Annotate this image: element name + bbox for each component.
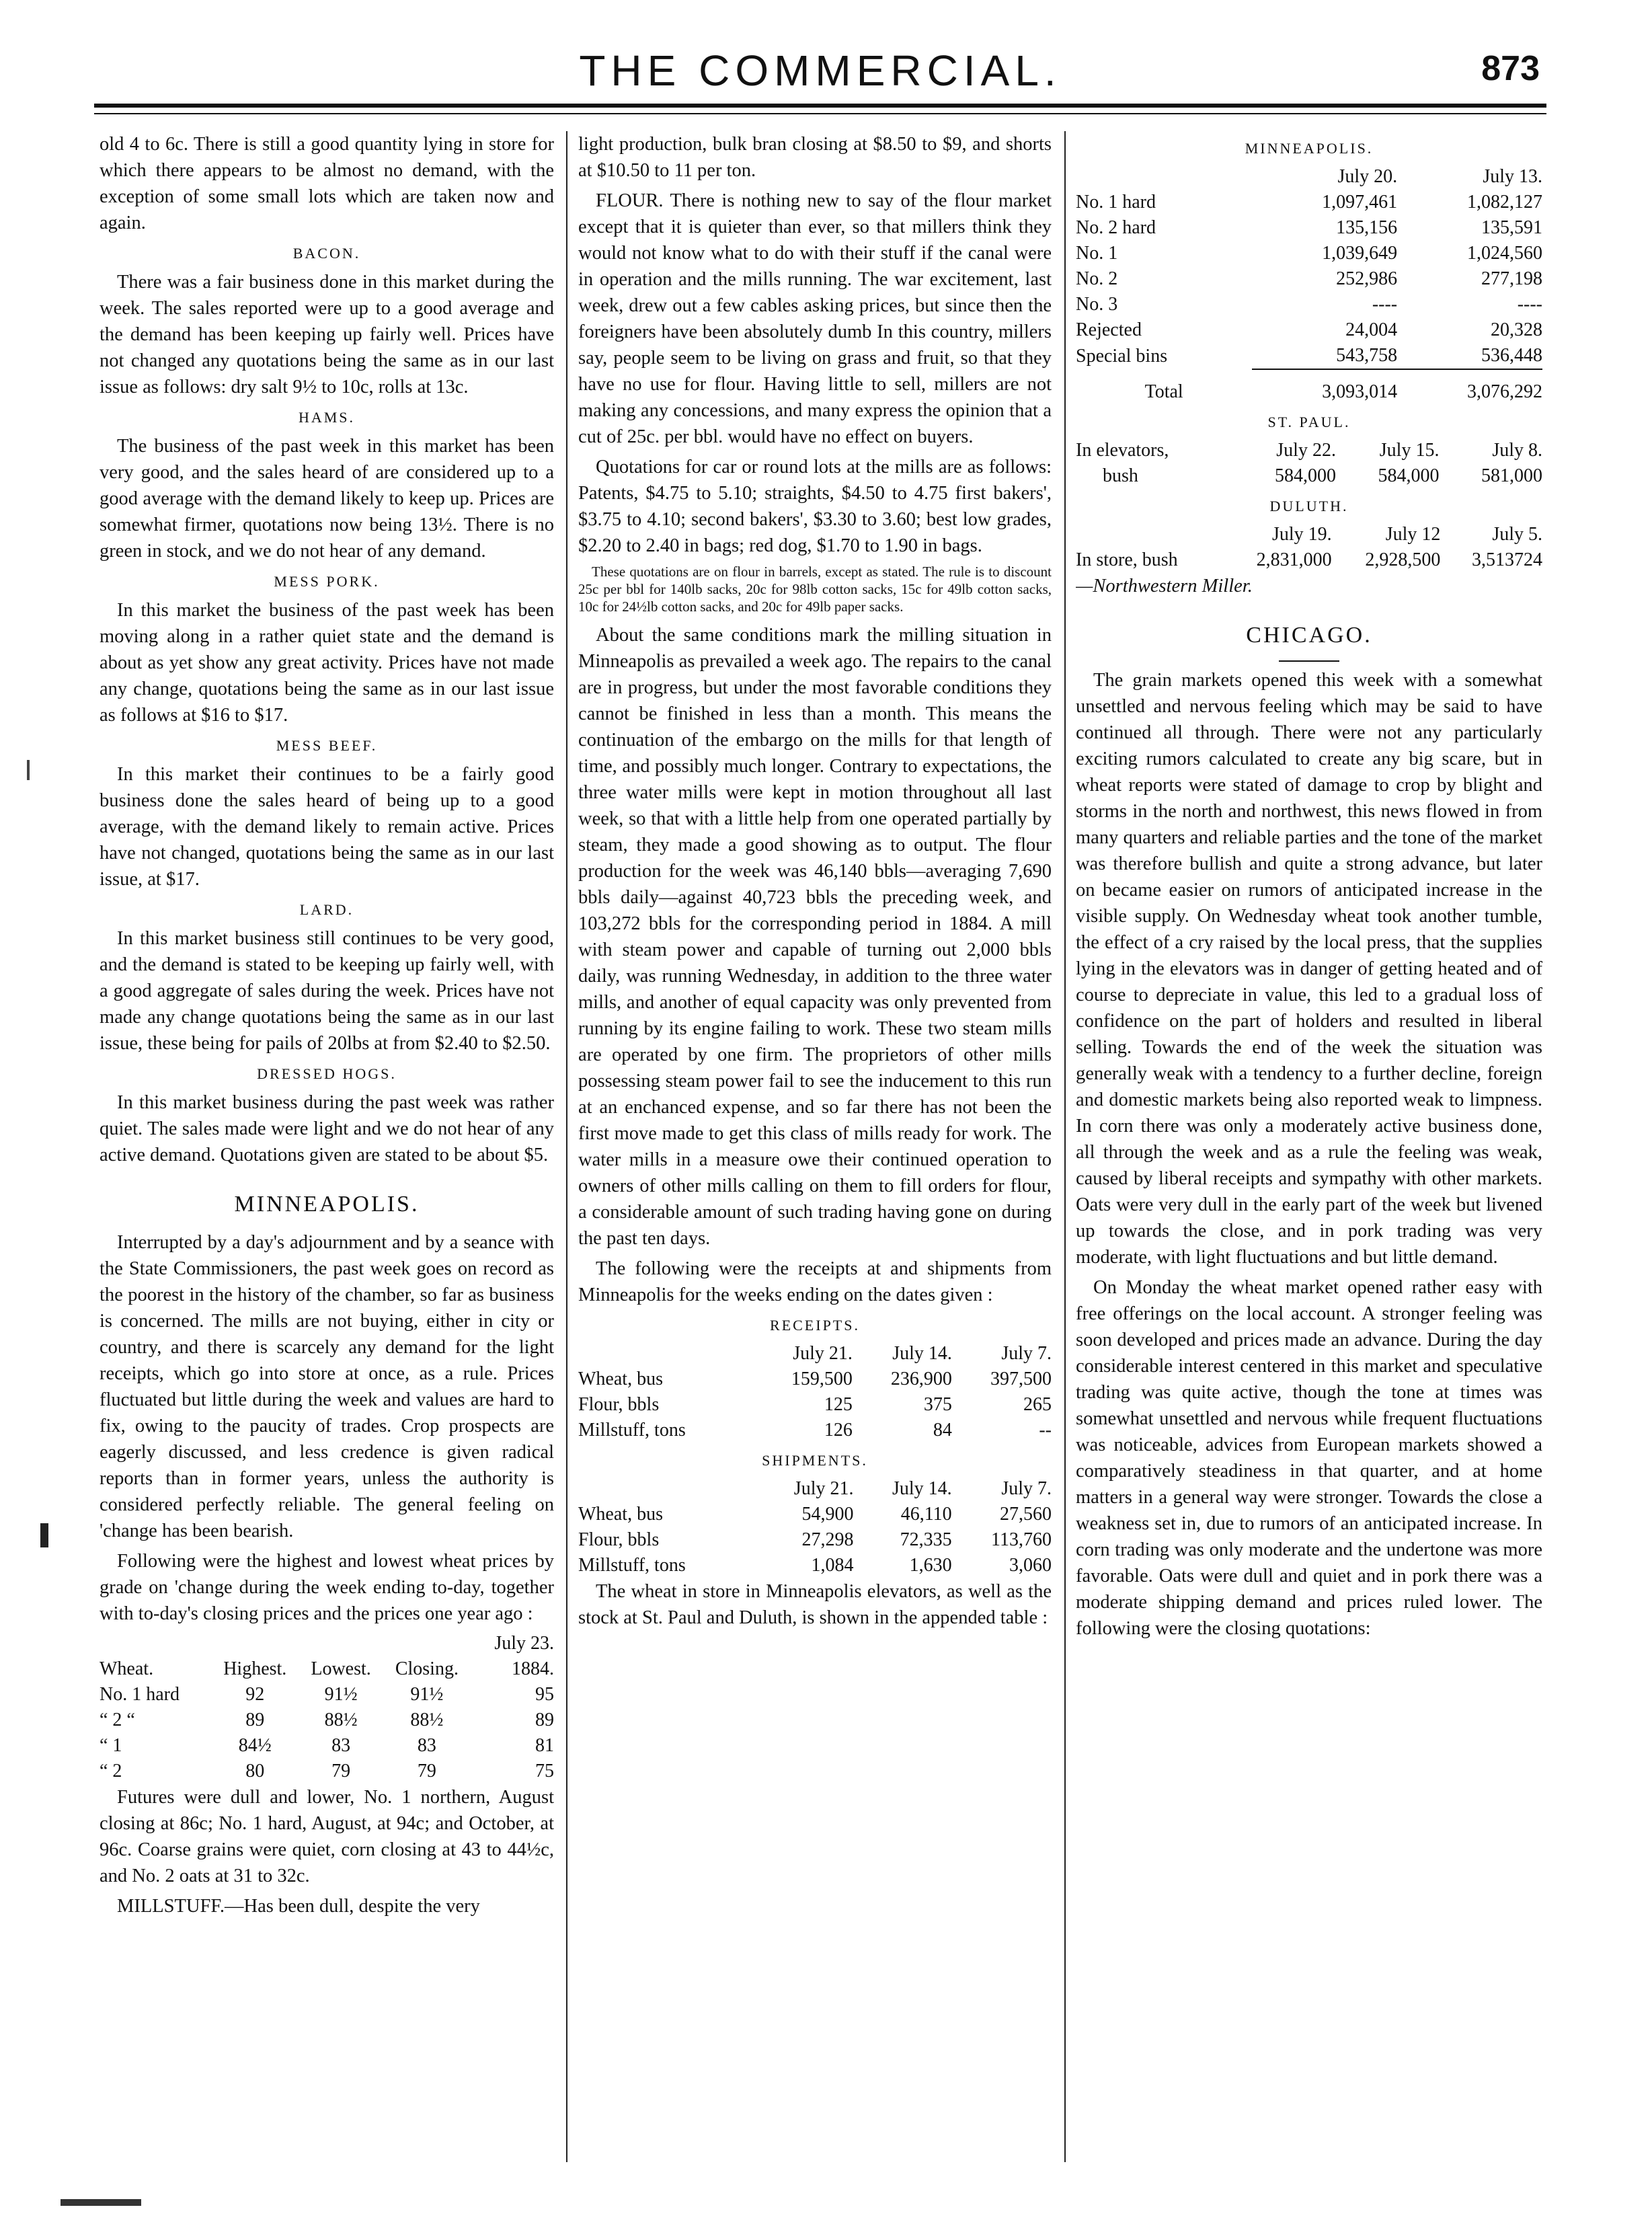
- wheat-prices-table: [100, 1631, 554, 1784]
- column-divider: [566, 131, 567, 2162]
- duluth-table: [1076, 522, 1542, 573]
- subheading-lard: LARD.: [299, 901, 354, 918]
- paragraph: There was a fair business done in this market during the week. The sales reported were up to a good average and the demand has been keeping up fairly well. Prices have not changed any quotations being the same as in our last issue as follows: dry salt 9½ to 10c, rolls at 13c.: [100, 272, 554, 397]
- table-row: bush 584,000 584,000 581,000: [1103, 465, 1542, 486]
- header-rule-thick: [94, 104, 1546, 108]
- table-row: Millstuff, tons 1,084 1,630 3,060: [578, 1555, 1052, 1576]
- margin-mark: [27, 760, 30, 780]
- column-3: [1076, 131, 1542, 2189]
- table-row: Special bins 543,758 536,448: [1076, 343, 1542, 369]
- shipments-heading: SHIPMENTS.: [762, 1452, 868, 1469]
- paragraph: The grain markets opened this week with a somewhat unsettled and nervous feeling which may be said to have continued all through. There were not any particularly exciting rumors calculated to create any big scare, but in wheat reports were stated of damage to crop by blight and storms in the north and northwest, this news flowed in from many quarters and reliable parties and the tone of the market was therefore bullish and quite a strong advance, but later on became easier on rumors of anticipated increase in the visible supply. On Wednesday wheat took another tumble, the effect of a cry raised by the local press, that the supplies lying in the elevators was in danger of getting heated and of course to depreciate in value, this led to a gradual loss of confidence on the part of holders and resulted in liberal selling. Towards the end of the week the situation was generally weak with a tendency to a further decline, foreign and domestic markets being also reported weak to limpness. In corn there was only a moderately active business done, all through the week and as a rule the feeling was weak, caused by liberal receipts and sympathy with other markets. Oats were very dull in the early part of the week but livened up towards the close, and in pork trading was very moderate, with light fluctuations and but little demand.: [1076, 670, 1542, 1268]
- table-row: Wheat, bus 159,500 236,900 397,500: [578, 1369, 1052, 1389]
- table-row: Flour, bbls 27,298 72,335 113,760: [578, 1529, 1052, 1550]
- column-1: [100, 131, 554, 2189]
- table-row: No. 1 1,039,649 1,024,560: [1076, 243, 1542, 264]
- table-header-row: July 21. July 14. July 7.: [793, 1343, 1052, 1364]
- paragraph: Following were the highest and lowest wheat prices by grade on 'change during the week ending to-day, together with to-day's closing prices and the prices one year ago :: [100, 1551, 554, 1624]
- subheading-hams: HAMS.: [298, 409, 356, 426]
- minneapolis-stock-table: [1076, 164, 1542, 405]
- table-header-row: July 19. July 12 July 5.: [1271, 524, 1542, 545]
- margin-mark: [61, 2199, 141, 2206]
- table-header-row: In elevators, July 22. July 15. July 8.: [1076, 440, 1542, 461]
- table-date-header: July 23.: [494, 1633, 554, 1654]
- section-heading-minneapolis: MINNEAPOLIS.: [234, 1192, 420, 1217]
- table-header-row: July 20. July 13.: [1337, 166, 1542, 187]
- margin-mark: [40, 1523, 48, 1547]
- paragraph: In this market business still continues to be very good, and the demand is stated to be keeping up fairly well, with a good aggregate of sales during the week. Prices have not made any change quotations being the same as in our last issue, these being for pails of 20lbs at from $2.40 to $2.50.: [100, 928, 554, 1054]
- table-row: “ 2 “ 89 88½ 88½ 89: [100, 1710, 554, 1730]
- st-paul-heading: ST. PAUL.: [1267, 414, 1351, 430]
- table-row: Millstuff, tons 126 84 --: [578, 1420, 1052, 1441]
- column-2: [578, 131, 1052, 2189]
- table-row: “ 2 80 79 79 75: [100, 1761, 554, 1781]
- table-row: No. 3 ---- ----: [1076, 294, 1542, 315]
- table-row: No. 2 252,986 277,198: [1076, 268, 1542, 289]
- paragraph: In this market the business of the past week has been moving along in a rather quiet state and the demand is about as yet show any great activity. Prices have not made any change, quotations being the same as in our last issue as follows at $16 to $17.: [100, 600, 554, 726]
- paragraph: Futures were dull and lower, No. 1 northern, August closing at 86c; No. 1 hard, August, at 94c; and October, at 96c. Coarse grains were quiet, corn closing at 43 to 44½c, and No. 2 oats at 31 to 32c.: [100, 1787, 554, 1886]
- paragraph: Quotations for car or round lots at the mills are as follows: Patents, $4.75 to 5.10; straights, $4.50 to 4.75 first bakers', $3.75 to 4.10; second bakers', $3.30 to 3.60; best low grades, $2.20 to 2.40 in bags; red dog, $1.70 to 1.90 in bags.: [578, 457, 1052, 556]
- table-row: Wheat, bus 54,900 46,110 27,560: [578, 1504, 1052, 1525]
- section-heading-chicago: CHICAGO.: [1246, 623, 1372, 648]
- paragraph: The business of the past week in this market has been very good, and the sales heard of are considered up to a good average with the demand likely to keep up. Prices are somewhat firmer, quotations now being 13½. There is no green in stock, and we do not hear of any demand.: [100, 436, 554, 562]
- duluth-heading: DULUTH.: [1269, 498, 1349, 514]
- source-credit: —Northwestern Miller.: [1076, 576, 1253, 597]
- receipts-table: [578, 1341, 1052, 1443]
- paragraph: On Monday the wheat market opened rather easy with free offerings on the local account. A stronger feeling was soon developed and prices made an advance. During the day considerable interest centered in this market and speculative trading was quite active, though the tone at times was somewhat unsettled and nervous while frequent fluctuations was noticeable, advices from European markets showed a comparatively steadiness in that quarter, and at home matters in a general way were stronger. Towards the close a weakness set in, due to rumors of an anticipated increase. In corn trading was only moderate and the undertone was more favorable. Oats were dull and quiet and in pork there was a moderate shipping demand and prices ruled lower. The following were the closing quotations:: [1076, 1277, 1542, 1639]
- table-row: No. 1 hard 1,097,461 1,082,127: [1076, 192, 1542, 213]
- table-row: No. 1 hard 92 91½ 91½ 95: [100, 1684, 554, 1705]
- paragraph: About the same conditions mark the milling situation in Minneapolis as prevailed a week ago. The repairs to the canal are in progress, but under the most favorable conditions they cannot be finished in less than a month. This means the continuation of the embargo on the mills for that length of time, and possibly much longer. Contrary to expectations, the three water mills were kept in motion throughout all last week, so that with a little help from one operated partially by steam, they made a good showing as to output. The flour production for the week was 46,140 bbls—averaging 7,690 bbls daily—against 40,723 bbls the preceding week, and 103,272 bbls for the corresponding period in 1884. A mill with steam power and capable of turning out 2,000 bbls daily, was running Wednesday, in addition to the three water mills, and another of equal capacity was only prevented from running by its engine failing to work. These two steam mills are operated by one firm. The proprietors of other mills possessing steam power fail to see the inducement to this run at an enchanced expense, and so far there has not been the first move made to get this class of mills ready for work. The water mills in a measure owe their continued operation to owners of other mills calling on them to fill orders for flour, a considerable amount of such trading having gone on during the past ten days.: [578, 625, 1052, 1249]
- footnote: These quotations are on flour in barrels, except as stated. The rule is to discount 25c per bbl for 140lb sacks, 20c for 98lb cotton sacks, 15c for 49lb cotton sacks, 10c for 24½lb cotton sacks, and 20c for 49lb paper sacks.: [578, 564, 1052, 615]
- page-title: THE COMMERCIAL.: [579, 46, 1062, 95]
- paragraph: MILLSTUFF.—Has been dull, despite the very: [117, 1896, 480, 1917]
- paragraph: light production, bulk bran closing at $8.50 to $9, and shorts at $10.50 to 11 per ton.: [578, 134, 1052, 181]
- subheading-mess-pork: MESS PORK.: [274, 573, 380, 590]
- table-header-row: July 21. July 14. July 7.: [793, 1478, 1052, 1499]
- heading-rule: [1279, 660, 1339, 662]
- subheading-dressed-hogs: DRESSED HOGS.: [257, 1065, 397, 1082]
- table-total-row: Total 3,093,014 3,076,292: [1144, 381, 1542, 402]
- column-divider: [1064, 131, 1066, 2162]
- table-row: In store, bush 2,831,000 2,928,500 3,513724: [1076, 549, 1542, 570]
- minneapolis-stock-heading: MINNEAPOLIS.: [1245, 140, 1374, 157]
- st-paul-table: [1076, 438, 1542, 489]
- shipments-table: [578, 1476, 1052, 1578]
- table-header-row: Wheat. Highest. Lowest. Closing. 1884.: [100, 1658, 554, 1679]
- paragraph: In this market business during the past week was rather quiet. The sales made were light and we do not hear of any active demand. Quotations given are stated to be about $5.: [100, 1092, 554, 1165]
- page-number: 873: [1481, 49, 1540, 88]
- subheading-bacon: BACON.: [292, 245, 361, 262]
- paragraph: The wheat in store in Minneapolis elevators, as well as the stock at St. Paul and Duluth, is shown in the appended table :: [578, 1581, 1052, 1628]
- paragraph: The following were the receipts at and shipments from Minneapolis for the weeks ending on the dates given :: [578, 1258, 1052, 1305]
- masthead: [94, 40, 1546, 101]
- subheading-mess-beef: MESS BEEF.: [276, 737, 378, 754]
- paragraph: In this market their continues to be a fairly good business done the sales heard of being up to a good average, with the demand likely to remain active. Prices have not changed, quotations being the same as in our last issue, at $17.: [100, 764, 554, 890]
- table-row: No. 2 hard 135,156 135,591: [1076, 217, 1542, 238]
- table-row: “ 1 84½ 83 83 81: [100, 1735, 554, 1756]
- paragraph: Interrupted by a day's adjournment and by a seance with the State Commissioners, the past week goes on record as the poorest in the history of the chamber, so far as business is concerned. The mills are not buying, either in city or country, and there is scarcely any demand for the light receipts, which go into store at once, as a rule. Prices fluctuated but little during the week and values are hard to fix, owing to the paucity of trades. Crop prospects are eagerly discussed, and less credence is given radical reports than in former years, unless the authority is considered perfectly reliable. The general feeling on 'change has been bearish.: [100, 1232, 554, 1541]
- paragraph: FLOUR. There is nothing new to say of the flour market except that it is quieter than ever, so that millers think they would not know what to do with their stuff if the canal were in operation and the mills running. The war excitement, last week, drew out a few cables asking prices, but since then the foreigners have been absolutely dumb In this country, millers say, people seem to be living on grass and fruit, so that they have no use for flour. Having little to sell, millers are not making any concessions, and many express the opinion that a cut of 25c. per bbl. would have no effect on buyers.: [578, 190, 1052, 447]
- header-rule-thin: [94, 113, 1546, 114]
- paragraph: old 4 to 6c. There is still a good quantity lying in store for which there appears to be almost no demand, with the exception of some small lots which are taken now and again.: [100, 134, 554, 233]
- table-row: Rejected 24,004 20,328: [1076, 319, 1542, 340]
- receipts-heading: RECEIPTS.: [770, 1317, 860, 1334]
- table-row: Flour, bbls 125 375 265: [578, 1394, 1052, 1415]
